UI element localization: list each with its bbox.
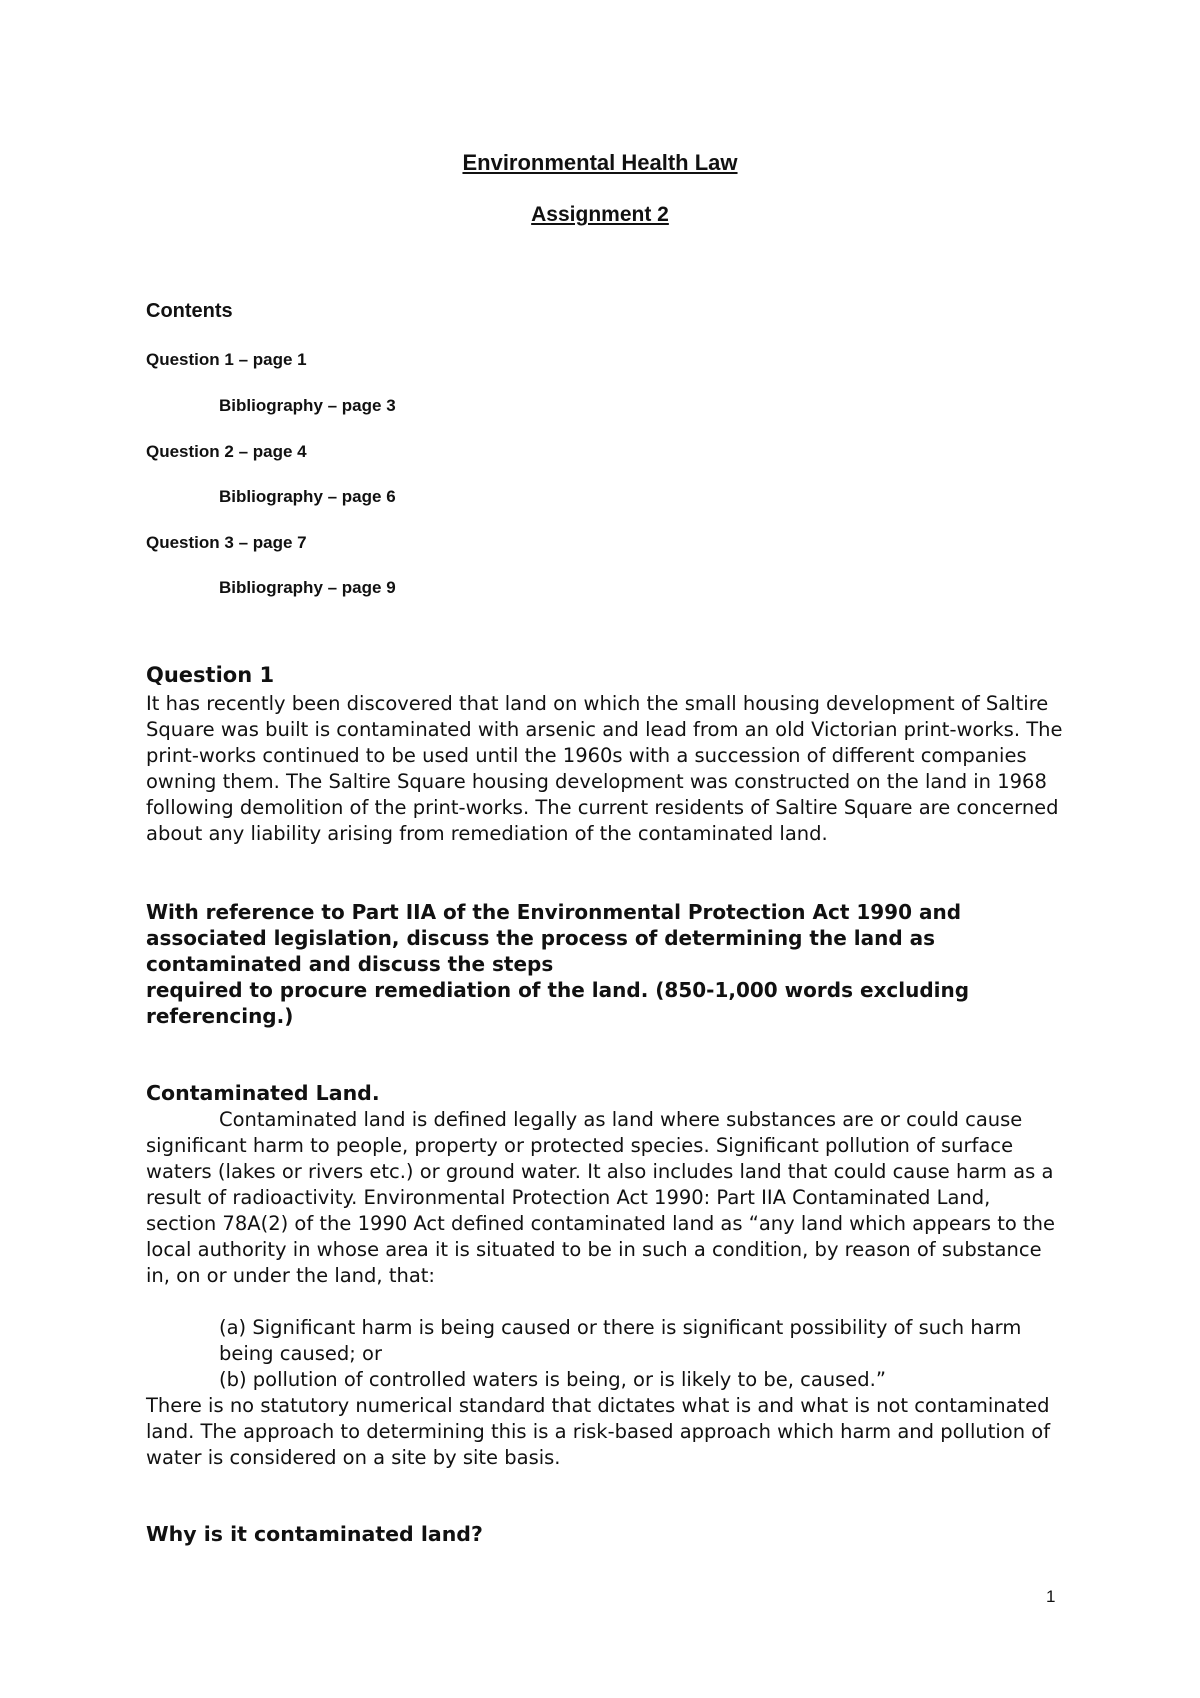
statute-item-a: (a) Significant harm is being caused or there is significant possibility of such harm being caused; or: [219, 1316, 1022, 1365]
page-number: 1: [1046, 1587, 1056, 1606]
risk-paragraph: There is no statutory numerical standard that dictates what is and what is not contaminated land. The approach to determining this is a risk-based approach which harm and pollution of water is considered on a site by site basis.: [146, 1394, 1051, 1469]
question-task-line: With reference to Part IIA of the Environmental Protection Act 1990 and associated legislation, discuss the process of determining the land as contaminated and discuss the steps: [146, 900, 962, 976]
contents-heading: Contents: [146, 300, 233, 322]
question-task: [146, 899, 1066, 1029]
toc-item: Question 2 – page 4: [146, 442, 307, 461]
statute-item-b: (b) pollution of controlled waters is being, or is likely to be, caused.”: [219, 1368, 886, 1391]
toc-item: Bibliography – page 3: [219, 396, 396, 415]
question-scenario: It has recently been discovered that land on which the small housing development of Saltire Square was built is contaminated with arsenic and lead from an old Victorian print-works. The print-works continued to be used until the 1960s with a succession of different companies owning them. The Saltire Square housing development was constructed on the land in 1968 following demolition of the print-works. The current residents of Saltire Square are concerned about any liability arising from remediation of the contaminated land.: [146, 692, 1063, 845]
question-heading: Question 1: [146, 663, 275, 687]
toc-item: Question 1 – page 1: [146, 350, 307, 369]
toc-item: Question 3 – page 7: [146, 533, 307, 552]
document-title: Environmental Health Law: [462, 150, 738, 175]
toc-item: Bibliography – page 6: [219, 487, 396, 506]
toc-item: Bibliography – page 9: [219, 578, 396, 597]
definition-paragraph: Contaminated land is defined legally as land where substances are or could cause significant harm to people, property or protected species. Significant pollution of surface waters (lakes or rivers etc.) or ground water. It also includes land that could cause harm as a result of radioactivity. Environmental Protection Act 1990: Part IIA Contaminated Land, section 78A(2) of the 1990 Act defined contaminated land as “any land which appears to the local authority in whose area it is situated to be in such a condition, by reason of substance in, on or under the land, that:: [146, 1108, 1055, 1287]
section-heading: Why is it contaminated land?: [146, 1522, 483, 1546]
document-subtitle: Assignment 2: [531, 203, 669, 226]
section-heading: Contaminated Land.: [146, 1081, 380, 1105]
question-task-line: required to procure remediation of the land. (850-1,000 words excluding referencing.): [146, 978, 970, 1028]
